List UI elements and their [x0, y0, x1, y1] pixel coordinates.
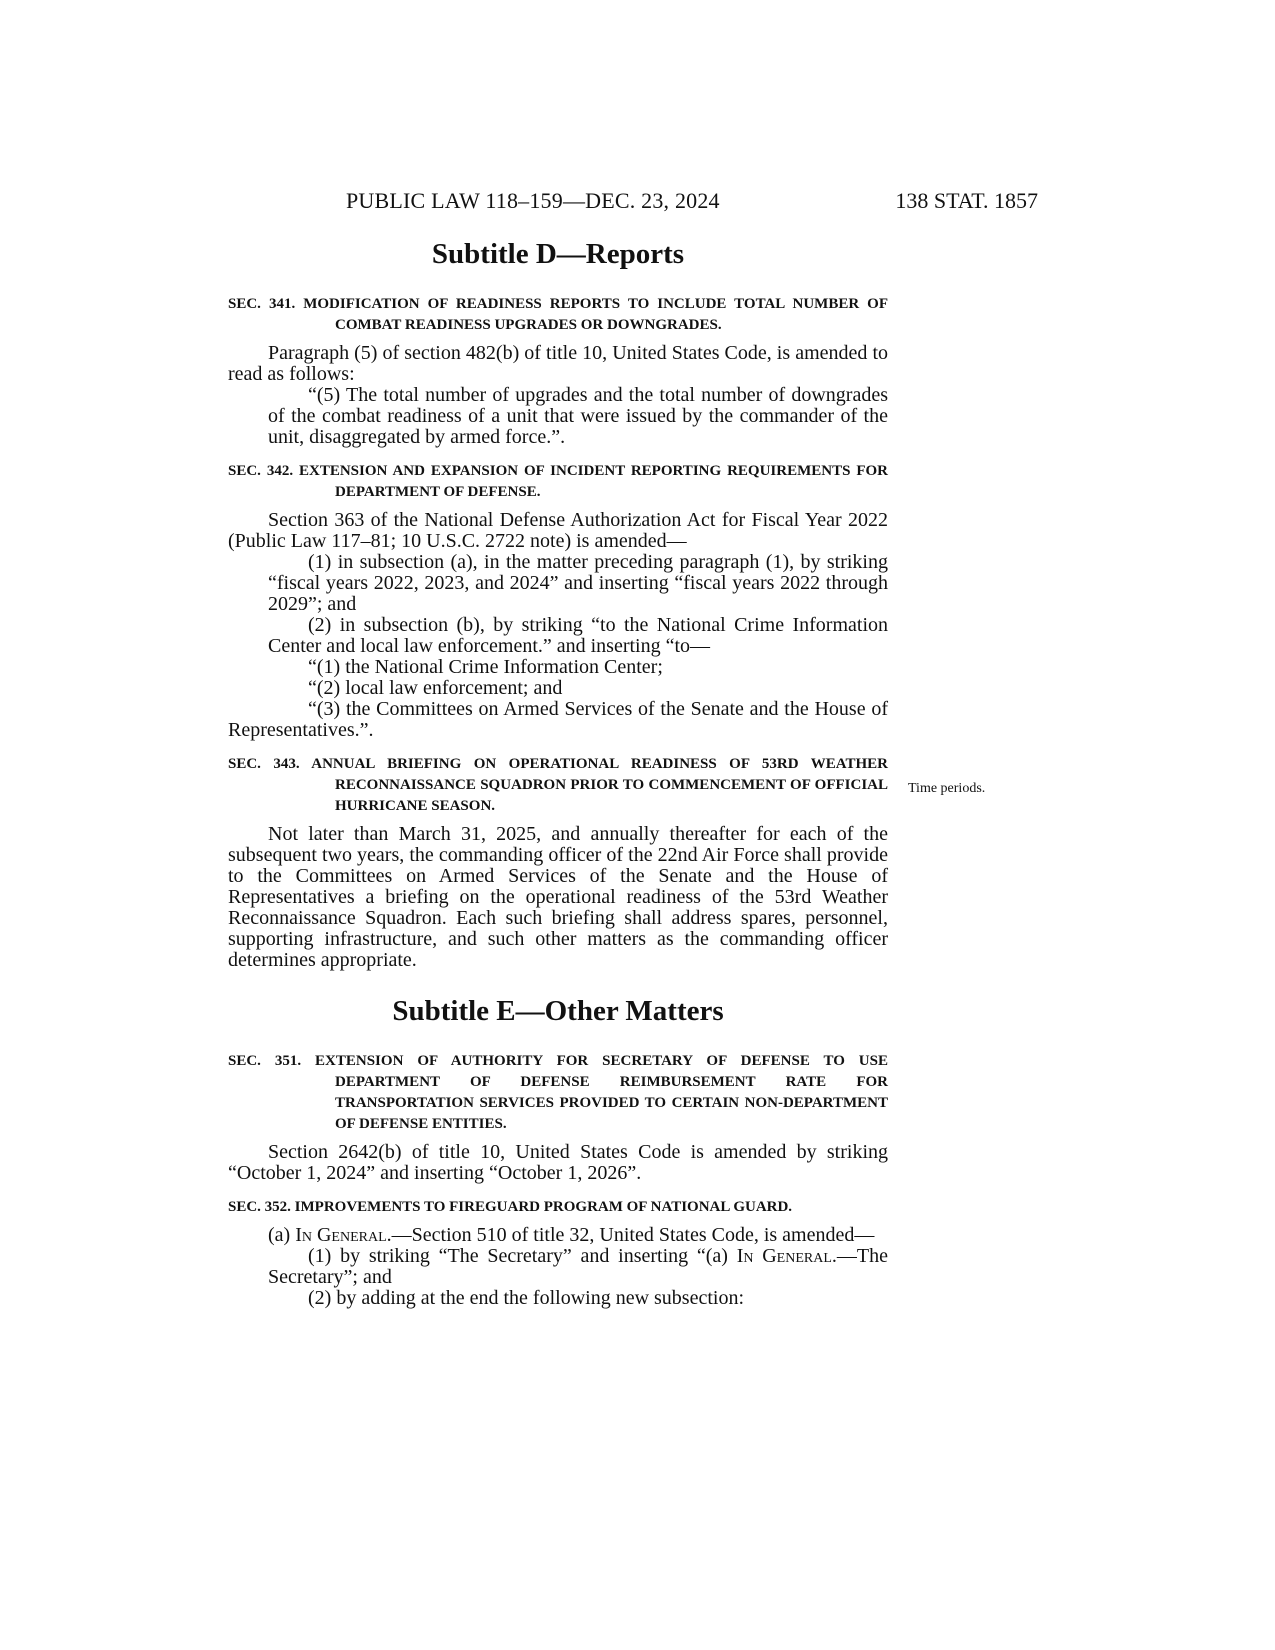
sec-352-a-text: —Section 510 of title 32, United States Code, is amended—	[391, 1224, 875, 1246]
sec-352-item-1-post: —The Secretary”; and	[268, 1245, 888, 1288]
sec-351-heading: SEC. 351. EXTENSION OF AUTHORITY FOR SECRETARY OF DEFENSE TO USE DEPARTMENT OF DEFENSE REIMBURSEMENT RATE FOR TRANSPORTATION SERVICES PROVIDED TO CERTAIN NON-DEPARTMENT OF DEFENSE ENTITIES.	[228, 1053, 888, 1132]
subtitle-d-heading: Subtitle D—Reports	[431, 238, 685, 270]
main-column	[228, 236, 888, 1309]
sec-343-heading: SEC. 343. ANNUAL BRIEFING ON OPERATIONAL READINESS OF 53RD WEATHER RECONNAISSANCE SQUADRON PRIOR TO COMMENCEMENT OF OFFICIAL HURRICANE SEASON.	[228, 756, 888, 814]
sec-351-text: Section 2642(b) of title 10, United States Code is amended by striking “October 1, 2024” and inserting “October 1, 2026”.	[228, 1141, 888, 1184]
sec-352-item-2: (2) by adding at the end the following new subsection:	[308, 1287, 745, 1309]
sec-342-heading: SEC. 342. EXTENSION AND EXPANSION OF INCIDENT REPORTING REQUIREMENTS FOR DEPARTMENT OF DEFENSE.	[228, 463, 888, 500]
sec-342-quoted-item-2: “(2) local law enforcement; and	[308, 677, 563, 699]
sec-341-text: Paragraph (5) of section 482(b) of title 10, United States Code, is amended to read as follows:	[228, 342, 888, 385]
sec-342-text: Section 363 of the National Defense Authorization Act for Fiscal Year 2022 (Public Law 117–81; 10 U.S.C. 2722 note) is amended—	[228, 509, 888, 552]
sec-352-item-1-pre: (1) by striking “The Secretary” and inserting “(a)	[308, 1245, 737, 1267]
sec-352-item-1	[228, 1246, 888, 1288]
sec-352-item-1-caption: In General.	[736, 1245, 837, 1267]
sec-341-heading: SEC. 341. MODIFICATION OF READINESS REPORTS TO INCLUDE TOTAL NUMBER OF COMBAT READINESS UPGRADES OR DOWNGRADES.	[228, 296, 888, 333]
marginal-note-time-periods: Time periods.	[908, 781, 986, 796]
sec-342-item-2: (2) in subsection (b), by striking “to the National Crime Information Center and local law enforcement.” and inserting “to—	[268, 614, 888, 657]
sec-352-heading: SEC. 352. IMPROVEMENTS TO FIREGUARD PROGRAM OF NATIONAL GUARD.	[228, 1199, 793, 1215]
sec-342-quoted-item-3: “(3) the Committees on Armed Services of the Senate and the House of Representatives.”.	[228, 698, 888, 741]
sec-352-a-caption: In General.	[295, 1224, 392, 1246]
statute-page-number: 138 STAT. 1857	[895, 188, 1038, 213]
sec-343-text: Not later than March 31, 2025, and annually thereafter for each of the subsequent two years, the commanding officer of the 22nd Air Force shall provide to the Committees on Armed Services of the Senate and the House of Representatives a briefing on the operational readiness of the 53rd Weather Reconnaissance Squadron. Each such briefing shall address spares, personnel, supporting infrastructure, and such other matters as the commanding officer determines appropriate.	[228, 823, 888, 971]
sec-342-quoted-item-1: “(1) the National Crime Information Center;	[308, 656, 663, 678]
running-head	[228, 188, 1038, 220]
sec-352-subsection-a	[228, 1225, 888, 1246]
sec-352-a-label: (a)	[268, 1224, 296, 1246]
sec-342-item-1: (1) in subsection (a), in the matter preceding paragraph (1), by striking “fiscal years 2022, 2023, and 2024” and inserting “fiscal years 2022 through 2029”; and	[268, 551, 888, 615]
sec-341-quoted-paragraph: “(5) The total number of upgrades and the total number of downgrades of the combat readiness of a unit that were issued by the commander of the unit, disaggregated by armed force.”.	[268, 384, 888, 448]
public-law-citation: PUBLIC LAW 118–159—DEC. 23, 2024	[346, 188, 720, 213]
subtitle-e-heading: Subtitle E—Other Matters	[392, 995, 724, 1027]
